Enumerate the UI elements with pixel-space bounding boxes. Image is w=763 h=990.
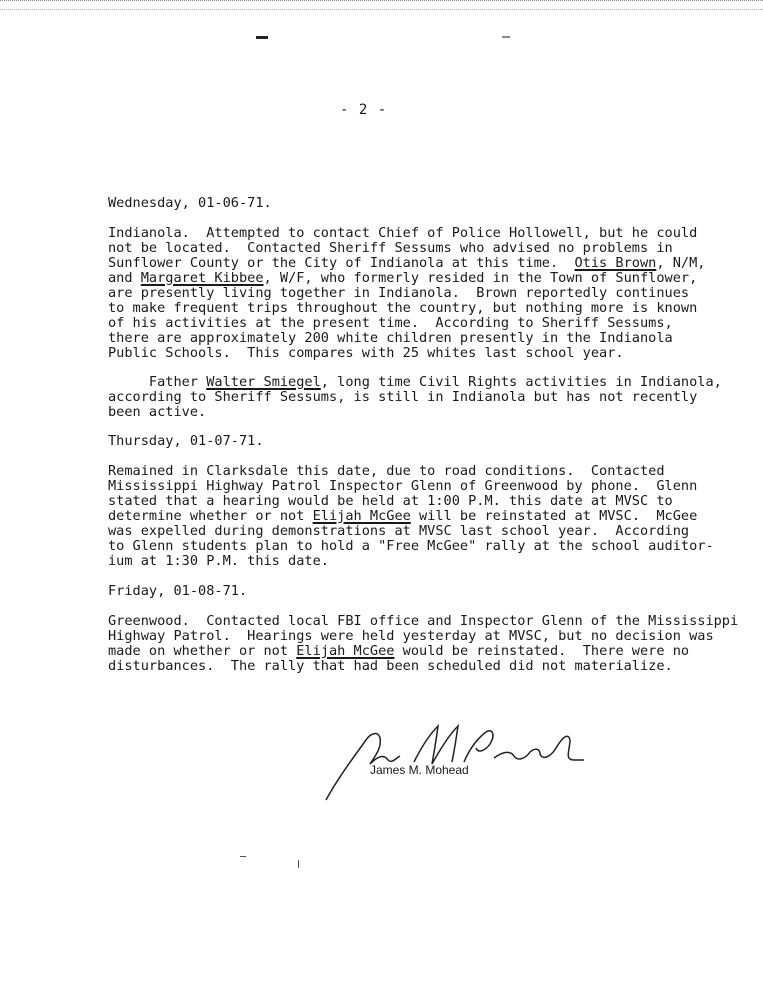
text-line: to Glenn students plan to hold a "Free McGee" rally at the school auditor- (108, 538, 714, 554)
scan-mark (256, 36, 268, 39)
text-line: according to Sheriff Sessums, is still in Indianola but has not recently (108, 389, 698, 405)
text-line: Remained in Clarksdale this date, due to road conditions. Contacted (108, 463, 665, 479)
text-fragment: will be reinstated at MVSC. McGee (410, 508, 698, 524)
text-line-with-underline (108, 256, 705, 271)
signer-typed-name: James M. Mohead (370, 763, 469, 777)
scan-mark (502, 36, 510, 38)
text-line: of his activities at the present time. According to Sheriff Sessums, (108, 315, 673, 331)
underlined-name: Elijah McGee (312, 508, 411, 524)
text-line: Public Schools. This compares with 25 whites last school year. (108, 345, 624, 361)
page-number: - 2 - (340, 102, 388, 118)
text-fragment: , N/M, (656, 255, 706, 271)
page-top-edge (0, 0, 763, 10)
scan-mark (240, 856, 246, 857)
text-line: Greenwood. Contacted local FBI office and Inspector Glenn of the Mississippi (108, 613, 739, 629)
text-fragment: made on whether or not (108, 643, 297, 659)
text-fragment: Sunflower County or the City of Indianola at this time. (108, 255, 575, 271)
text-line: was expelled during demonstrations at MVSC last school year. According (108, 523, 690, 539)
text-line-with-underline (108, 509, 697, 524)
underlined-name: Walter Smiegel (206, 374, 321, 390)
text-fragment: Father (108, 374, 207, 390)
text-line: been active. (108, 404, 207, 420)
text-line: disturbances. The rally that had been scheduled did not materialize. (108, 658, 673, 674)
text-line-with-underline (108, 271, 697, 286)
text-line: Mississippi Highway Patrol Inspector Glenn of Greenwood by phone. Glenn (108, 478, 698, 494)
text-fragment: determine whether or not (108, 508, 313, 524)
text-line-with-underline (108, 644, 689, 659)
text-line: ium at 1:30 P.M. this date. (108, 553, 329, 569)
underlined-name: Otis Brown (574, 255, 657, 271)
entry-date: Friday, 01-08-71. (108, 583, 248, 599)
entry-date: Wednesday, 01-06-71. (108, 195, 272, 211)
entry-date: Thursday, 01-07-71. (108, 433, 264, 449)
text-line-with-underline (108, 375, 722, 390)
text-line: there are approximately 200 white children presently in the Indianola (108, 330, 673, 346)
text-line: Highway Patrol. Hearings were held yesterday at MVSC, but no decision was (108, 628, 714, 644)
text-line: not be located. Contacted Sheriff Sessums who advised no problems in (108, 240, 673, 256)
underlined-name: Margaret Kibbee (140, 270, 264, 286)
text-line: stated that a hearing would be held at 1:00 P.M. this date at MVSC to (108, 493, 673, 509)
scan-mark (298, 860, 299, 868)
underlined-name: Elijah McGee (296, 643, 395, 659)
text-line: Indianola. Attempted to contact Chief of Police Hollowell, but he could (108, 225, 698, 241)
text-fragment: would be reinstated. There were no (394, 643, 690, 659)
text-line: are presently living together in Indianola. Brown reportedly continues (108, 285, 690, 301)
text-fragment: , W/F, who formerly resided in the Town of Sunflower, (263, 270, 698, 286)
text-line: to make frequent trips throughout the country, but nothing more is known (108, 300, 698, 316)
text-fragment: and (108, 270, 141, 286)
text-fragment: , long time Civil Rights activities in Indianola, (320, 374, 722, 390)
